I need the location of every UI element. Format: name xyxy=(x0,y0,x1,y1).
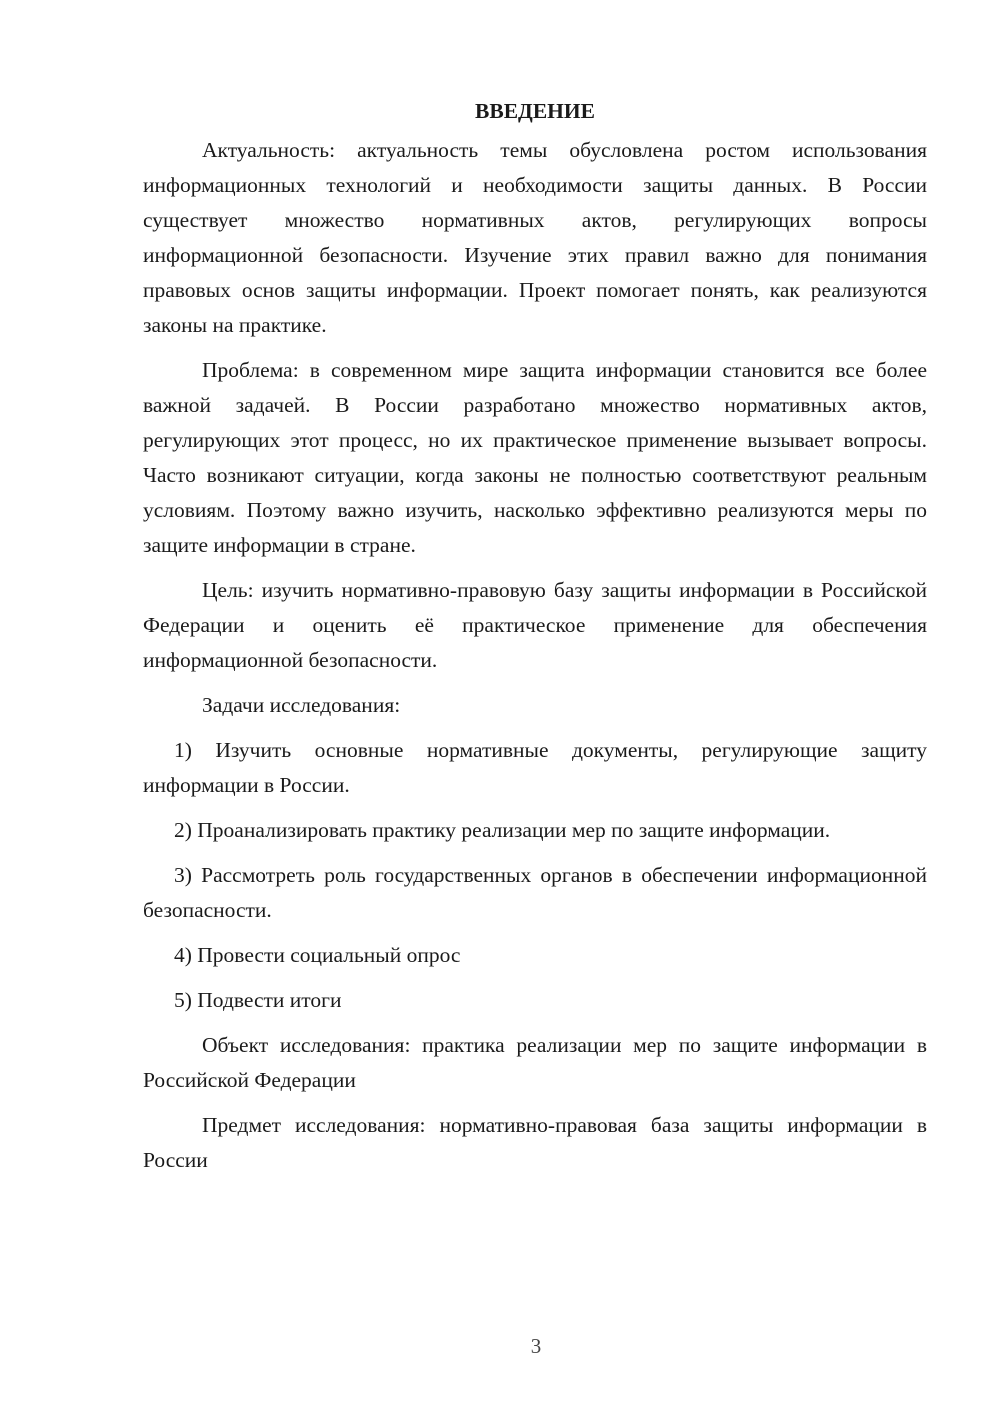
paragraph-problem: Проблема: в современном мире защита информации становится все более важной задачей. В России разработано множество нормативных актов, регулирующих этот процесс, но их практическое применение вызывает вопросы. Часто возникают ситуации, когда законы не полностью соответствуют реальным условиям. Поэтому важно изучить, насколько эффективно реализуются меры по защите информации в стране. xyxy=(143,358,927,557)
task-item-3: 3) Рассмотреть роль государственных органов в обеспечении информационной безопасности. xyxy=(143,863,927,922)
task-item-5: 5) Подвести итоги xyxy=(174,988,342,1012)
paragraph-goal: Цель: изучить нормативно-правовую базу защиты информации в Российской Федерации и оценить её практическое применение для обеспечения информационной безопасности. xyxy=(143,578,927,672)
paragraph-relevance: Актуальность: актуальность темы обусловлена ростом использования информационных технологий и необходимости защиты данных. В России существует множество нормативных актов, регулирующих вопросы информационной безопасности. Изучение этих правил важно для понимания правовых основ защиты информации. Проект помогает понять, как реализуются законы на практике. xyxy=(143,138,927,337)
tasks-heading: Задачи исследования: xyxy=(202,693,401,717)
paragraph-object: Объект исследования: практика реализации мер по защите информации в Российской Федерации xyxy=(143,1033,927,1092)
page-title: ВВЕДЕНИЕ xyxy=(475,99,595,123)
task-item-4: 4) Провести социальный опрос xyxy=(174,943,461,967)
document-page xyxy=(143,96,927,1188)
task-item-1: 1) Изучить основные нормативные документы, регулирующие защиту информации в России. xyxy=(143,738,927,797)
page-number: 3 xyxy=(530,1334,542,1358)
task-item-2: 2) Проанализировать практику реализации мер по защите информации. xyxy=(174,818,831,842)
paragraph-subject: Предмет исследования: нормативно-правовая база защиты информации в России xyxy=(143,1113,927,1172)
